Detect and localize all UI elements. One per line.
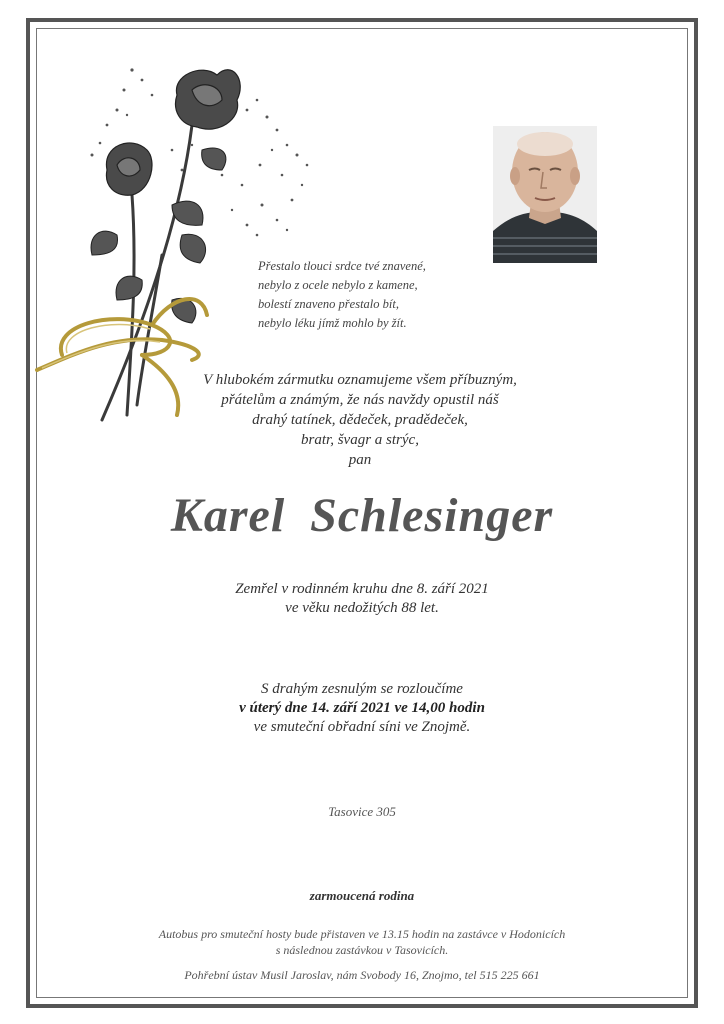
announcement-line: bratr, švagr a strýc,: [301, 432, 419, 448]
age-line: ve věku nedožitých 88 let.: [285, 600, 439, 616]
poem-line: nebylo léku jímž mohlo by žít.: [258, 316, 407, 330]
memorial-poem: [258, 257, 498, 333]
farewell-line: S drahým zesnulým se rozloučíme: [261, 681, 463, 697]
ceremony-venue: ve smuteční obřadní síni ve Znojmě.: [253, 719, 471, 735]
announcement-line: přátelům a známým, že nás navždy opustil náš: [221, 392, 499, 408]
announcement-text: [140, 370, 580, 470]
family-address: Tasovice 305: [328, 804, 396, 819]
farewell-ceremony: [160, 680, 564, 737]
announcement-line: V hlubokém zármutku oznamujeme všem příbuzným,: [203, 372, 517, 388]
bus-notice-line: s následnou zastávkou v Tasovicích.: [275, 943, 449, 957]
bus-notice-line: Autobus pro smuteční hosty bude přistaven ve 13.15 hodin na zastávce v Hodonicích: [158, 927, 566, 941]
poem-line: Přestalo tlouci srdce tvé znavené,: [258, 259, 426, 273]
announcement-line: drahý tatínek, dědeček, pradědeček,: [252, 412, 468, 428]
deceased-portrait-photo: [493, 126, 597, 263]
deceased-name: Karel Schlesinger: [170, 489, 554, 542]
portrait-drawing: [493, 126, 597, 263]
announcement-line: pan: [348, 452, 372, 468]
upper-rose: [176, 70, 241, 129]
poem-line: bolestí znaveno přestalo bít,: [258, 297, 399, 311]
bus-notice: [80, 926, 644, 958]
middle-rose: [106, 143, 152, 195]
ceremony-datetime: v úterý dne 14. září 2021 ve 14,00 hodin: [239, 700, 485, 716]
death-date-line: Zemřel v rodinném kruhu dne 8. září 2021: [235, 581, 489, 597]
funeral-home-contact: Pohřební ústav Musil Jaroslav, nám Svobody 16, Znojmo, tel 515 225 661: [184, 968, 540, 982]
poem-line: nebylo z ocele nebylo z kamene,: [258, 278, 418, 292]
mourning-family-signature: zarmoucená rodina: [309, 888, 415, 903]
death-details: [160, 580, 564, 618]
